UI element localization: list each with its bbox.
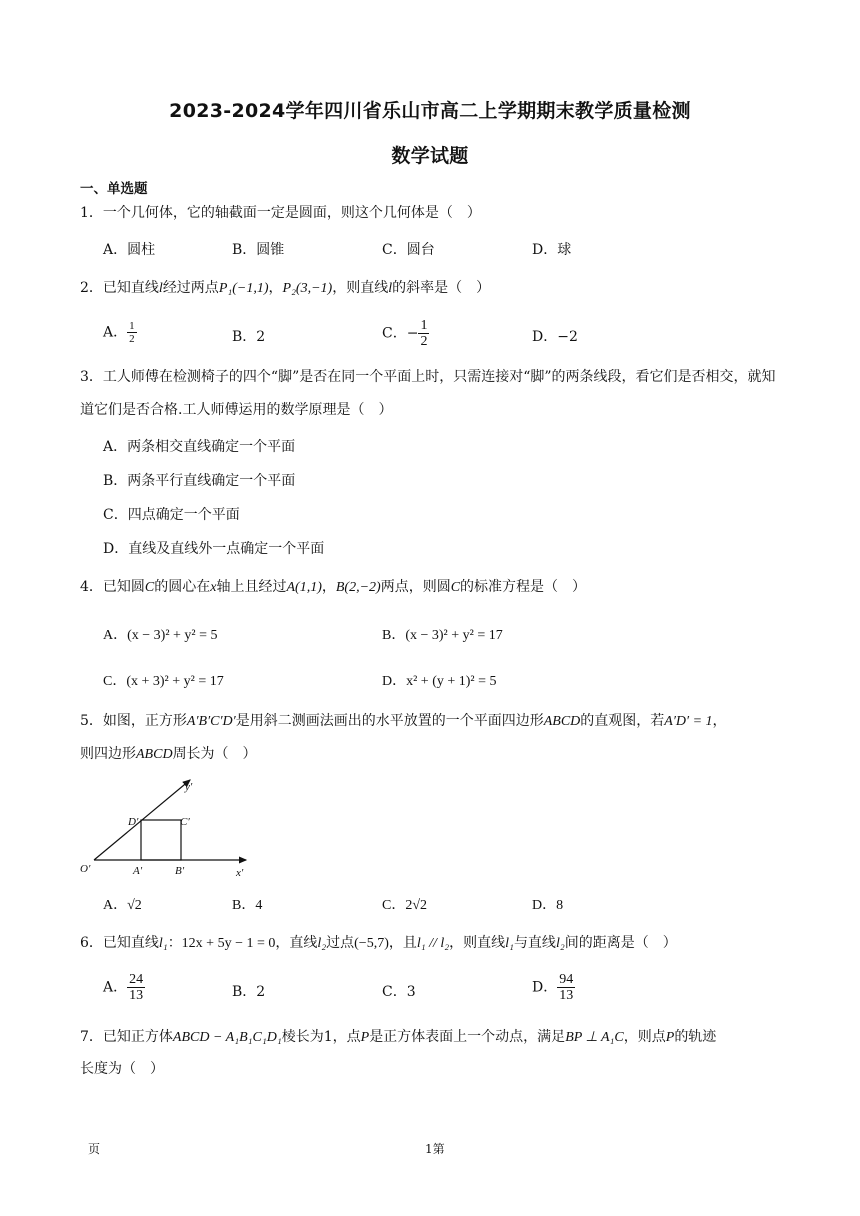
q5-option-b: B．4 bbox=[232, 898, 263, 913]
question-7-line-2: 长度为（ ） bbox=[80, 1061, 164, 1077]
label-c: C′ bbox=[180, 816, 190, 828]
q1-option-c: C．圆台 bbox=[382, 242, 435, 258]
page-title: 2023-2024学年四川省乐山市高二上学期期末教学质量检测 bbox=[169, 100, 691, 122]
q3-option-b: B．两条平行直线确定一个平面 bbox=[103, 473, 296, 489]
question-4: 4．已知圆C的圆心在x轴上且经过A(1,1)，B(2,−2)两点，则圆C的标准方程是（ ） bbox=[80, 579, 587, 595]
label-y: y′ bbox=[185, 781, 193, 793]
oblique-projection-figure bbox=[78, 774, 268, 882]
page-subtitle: 数学试题 bbox=[391, 145, 469, 167]
q6-option-a: A． $\frac{24}{13}$ bbox=[103, 972, 144, 1003]
fraction: $\frac{1}{2}$ bbox=[129, 320, 135, 345]
question-2: 2．已知直线l经过两点P₁(−1,1)，P₂(3,−1)，则直线l的斜率是（ ） bbox=[80, 280, 491, 296]
question-3: 3．工人师傅在检测椅子的四个“脚”是否在同一个平面上时，只需连接对“脚”的两条线段，看它们是否相交，就知道它们是否合格.工人师傅运用的数学原理是（ ） bbox=[80, 369, 776, 418]
q2-option-d: D．−2 bbox=[532, 329, 578, 345]
q3-option-a: A．两条相交直线确定一个平面 bbox=[103, 439, 296, 455]
q5-option-d: D．8 bbox=[532, 898, 564, 913]
q4-option-b: B．(x − 3)² + y² = 17 bbox=[382, 628, 503, 643]
q1-option-a: A．圆柱 bbox=[103, 242, 156, 258]
q2-option-c: C．− $\frac{1}{2}$ bbox=[382, 318, 428, 349]
q6-option-c: C．3 bbox=[382, 984, 416, 1000]
q6-option-d: D． $\frac{94}{13}$ bbox=[532, 972, 574, 1003]
q6-option-b: B．2 bbox=[232, 984, 266, 1000]
q1-option-b: B．圆锥 bbox=[232, 242, 285, 258]
square-abcd-prime bbox=[141, 820, 181, 860]
label-a: A′ bbox=[133, 865, 143, 877]
fraction: $\frac{24}{13}$ bbox=[129, 972, 144, 1003]
q5-option-a: A．√2 bbox=[103, 898, 142, 913]
question-5-line-2: 则四边形ABCD周长为（ ） bbox=[80, 746, 257, 762]
label-x: x′ bbox=[236, 867, 244, 879]
q4-option-d: D．x² + (y + 1)² = 5 bbox=[382, 674, 497, 689]
question-6: 6．已知直线l₁：12x + 5y − 1 = 0，直线l₂过点(−5,7)，且l₁ // l₂，则直线l₁与直线l₂间的距离是（ ） bbox=[80, 935, 677, 951]
q4-option-a: A．(x − 3)² + y² = 5 bbox=[103, 628, 218, 643]
section-heading: 一、单选题 bbox=[80, 181, 148, 197]
question-1: 1．一个几何体，它的轴截面一定是圆面，则这个几何体是（ ） bbox=[80, 205, 481, 221]
q2-option-a: A． $\frac{1}{2}$ bbox=[103, 320, 135, 345]
q3-option-d: D．直线及直线外一点确定一个平面 bbox=[103, 541, 325, 557]
q3-option-c: C．四点确定一个平面 bbox=[103, 507, 240, 523]
label-o: O′ bbox=[80, 863, 91, 875]
question-7-line-1: 7．已知正方体ABCD − A₁B₁C₁D₁棱长为1，点P是正方体表面上一个动点，满足BP ⊥ A₁C，则点P的轨迹 bbox=[80, 1029, 717, 1045]
label-b: B′ bbox=[175, 865, 185, 877]
q5-option-c: C．2√2 bbox=[382, 898, 428, 913]
question-5-line-1: 5．如图，正方形A′B′C′D′是用斜二测画法画出的水平放置的一个平面四边形ABCD的直观图，若A′D′ = 1， bbox=[80, 713, 727, 729]
fraction: $\frac{1}{2}$ bbox=[420, 318, 428, 349]
page-number: 1第 bbox=[425, 1142, 445, 1156]
footer-left: 页 bbox=[88, 1142, 101, 1156]
q1-option-d: D．球 bbox=[532, 242, 572, 258]
q2-option-b: B．2 bbox=[232, 329, 266, 345]
q4-option-c: C．(x + 3)² + y² = 17 bbox=[103, 674, 224, 689]
label-d: D′ bbox=[128, 816, 139, 828]
fraction: $\frac{94}{13}$ bbox=[559, 972, 574, 1003]
